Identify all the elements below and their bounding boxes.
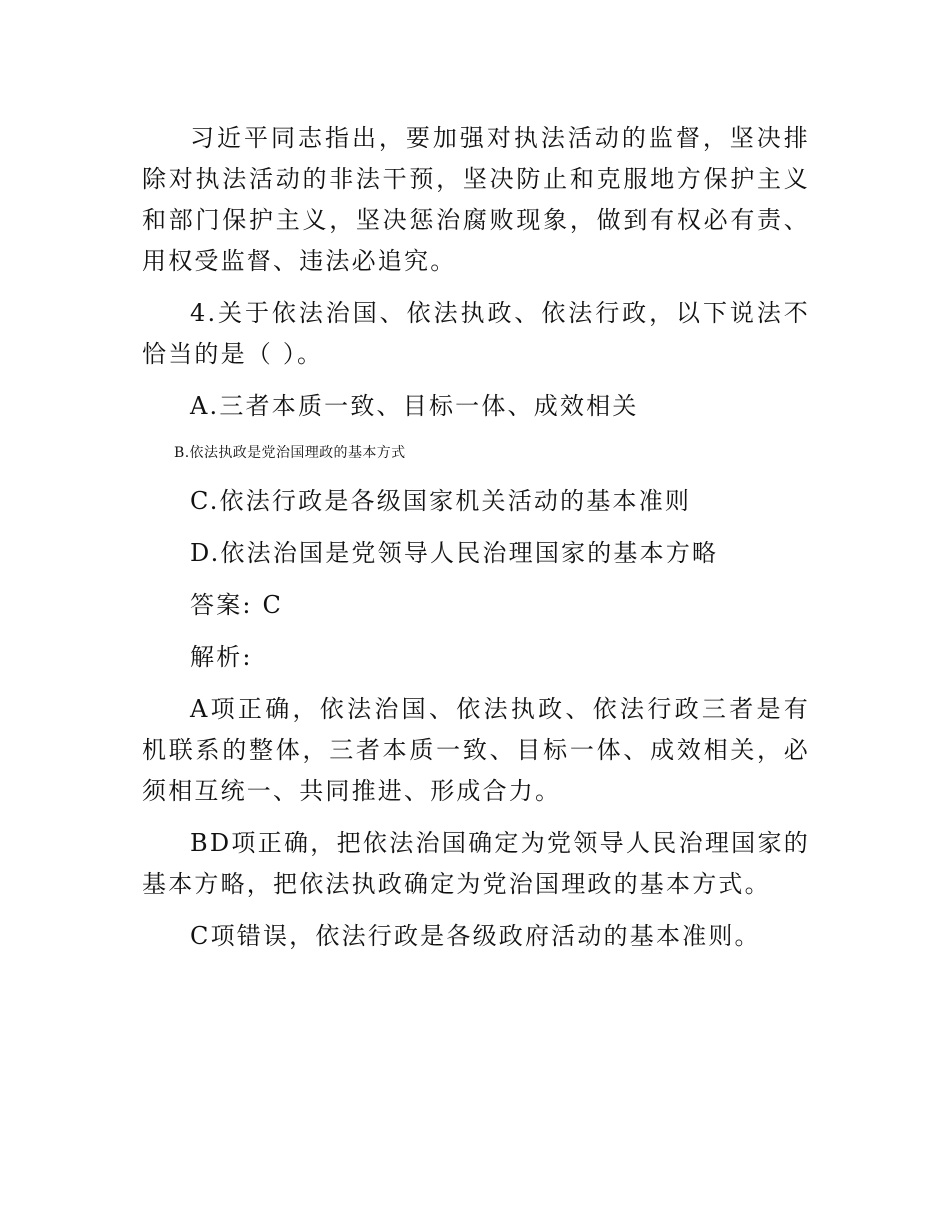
answer-line: 答案: C (190, 591, 284, 619)
question-stem: 4.关于依法治国、依法执政、依法行政，以下说法不恰当的是（ ）。 (142, 299, 810, 368)
analysis-item-a: A项正确，依法治国、依法执政、依法行政三者是有机联系的整体，三者本质一致、目标一体、成效相关，必须相互统一、共同推进、形成合力。 (142, 695, 810, 805)
option-b: B.依法执政是党治国理政的基本方式 (174, 445, 406, 461)
option-d: D.依法治国是党领导人民治理国家的基本方略 (190, 539, 719, 567)
analysis-heading: 解析: (190, 643, 253, 671)
quote-paragraph: 习近平同志指出，要加强对执法活动的监督，坚决排除对执法活动的非法干预，坚决防止和克服地方保护主义和部门保护主义，坚决惩治腐败现象，做到有权必有责、用权受监督、违法必追究。 (142, 124, 810, 275)
analysis-item-c: C项错误，依法行政是各级政府活动的基本准则。 (190, 922, 761, 950)
analysis-item-bd: BD项正确，把依法治国确定为党领导人民治理国家的基本方略，把依法执政确定为党治国理政的基本方式。 (142, 829, 810, 898)
option-a: A.三者本质一致、目标一体、成效相关 (190, 392, 639, 420)
option-c: C.依法行政是各级国家机关活动的基本准则 (190, 487, 692, 515)
document-body (142, 118, 810, 968)
